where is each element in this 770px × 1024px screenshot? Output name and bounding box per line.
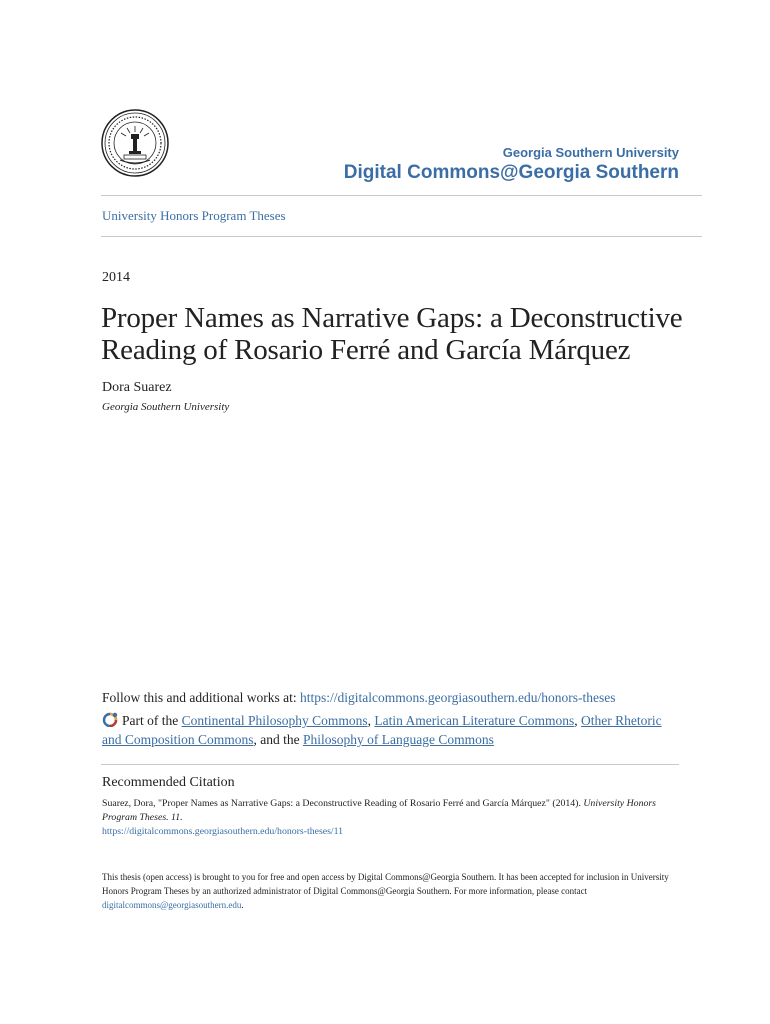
follow-prefix: Follow this and additional works at: bbox=[102, 690, 300, 705]
disclaimer-end: . bbox=[241, 900, 244, 910]
series-link[interactable]: University Honors Program Theses bbox=[102, 208, 286, 223]
honors-theses-link[interactable]: https://digitalcommons.georgiasouthern.edu/honors-theses bbox=[300, 690, 616, 705]
university-seal-icon bbox=[100, 108, 170, 178]
citation-series: University Honors Program Theses bbox=[102, 798, 656, 823]
citation-body: Suarez, Dora, "Proper Names as Narrative Gaps: a Deconstructive Reading of Rosario Ferré and García Márquez" (2014). bbox=[102, 798, 584, 809]
university-name: Georgia Southern University bbox=[502, 145, 679, 160]
separator: , bbox=[574, 713, 581, 728]
repository-name[interactable]: Digital Commons@Georgia Southern bbox=[343, 162, 679, 183]
latin-american-literature-link[interactable]: Latin American Literature Commons bbox=[374, 713, 575, 728]
part-of-prefix: Part of the bbox=[122, 713, 182, 728]
author-name: Dora Suarez bbox=[102, 380, 172, 395]
philosophy-of-language-link[interactable]: Philosophy of Language Commons bbox=[303, 732, 494, 747]
disclaimer-text: This thesis (open access) is brought to you for free and open access by Digital Commons@Georgia Southern. It has been accepted for inclusion in University Honors Program Theses by an authorized administrator of Digital Commons@Georgia Southern. For more information, please contact bbox=[102, 872, 669, 896]
paper-title: Proper Names as Narrative Gaps: a Deconstructive Reading of Rosario Ferré and García Márquez bbox=[101, 302, 683, 366]
network-icon bbox=[102, 712, 119, 727]
recommended-citation-heading: Recommended Citation bbox=[102, 775, 235, 790]
header-divider bbox=[101, 195, 702, 196]
author-affiliation: Georgia Southern University bbox=[102, 401, 230, 413]
citation-url-link[interactable]: https://digitalcommons.georgiasouthern.edu/honors-theses/11 bbox=[102, 826, 344, 837]
citation-number: . 11. bbox=[166, 812, 183, 823]
separator: , and the bbox=[253, 732, 304, 747]
rhetoric-composition-link[interactable]: Other Rhetoric and Composition Commons bbox=[102, 713, 662, 747]
citation-divider bbox=[101, 764, 679, 765]
series-divider bbox=[101, 236, 702, 237]
part-of-line bbox=[102, 711, 662, 749]
contact-email-link[interactable]: digitalcommons@georgiasouthern.edu bbox=[102, 900, 242, 910]
continental-philosophy-link[interactable]: Continental Philosophy Commons bbox=[181, 713, 368, 728]
citation-text bbox=[102, 797, 672, 839]
follow-line bbox=[102, 688, 702, 707]
access-disclaimer bbox=[102, 870, 682, 912]
separator: , bbox=[367, 713, 375, 728]
publication-year: 2014 bbox=[102, 270, 130, 285]
